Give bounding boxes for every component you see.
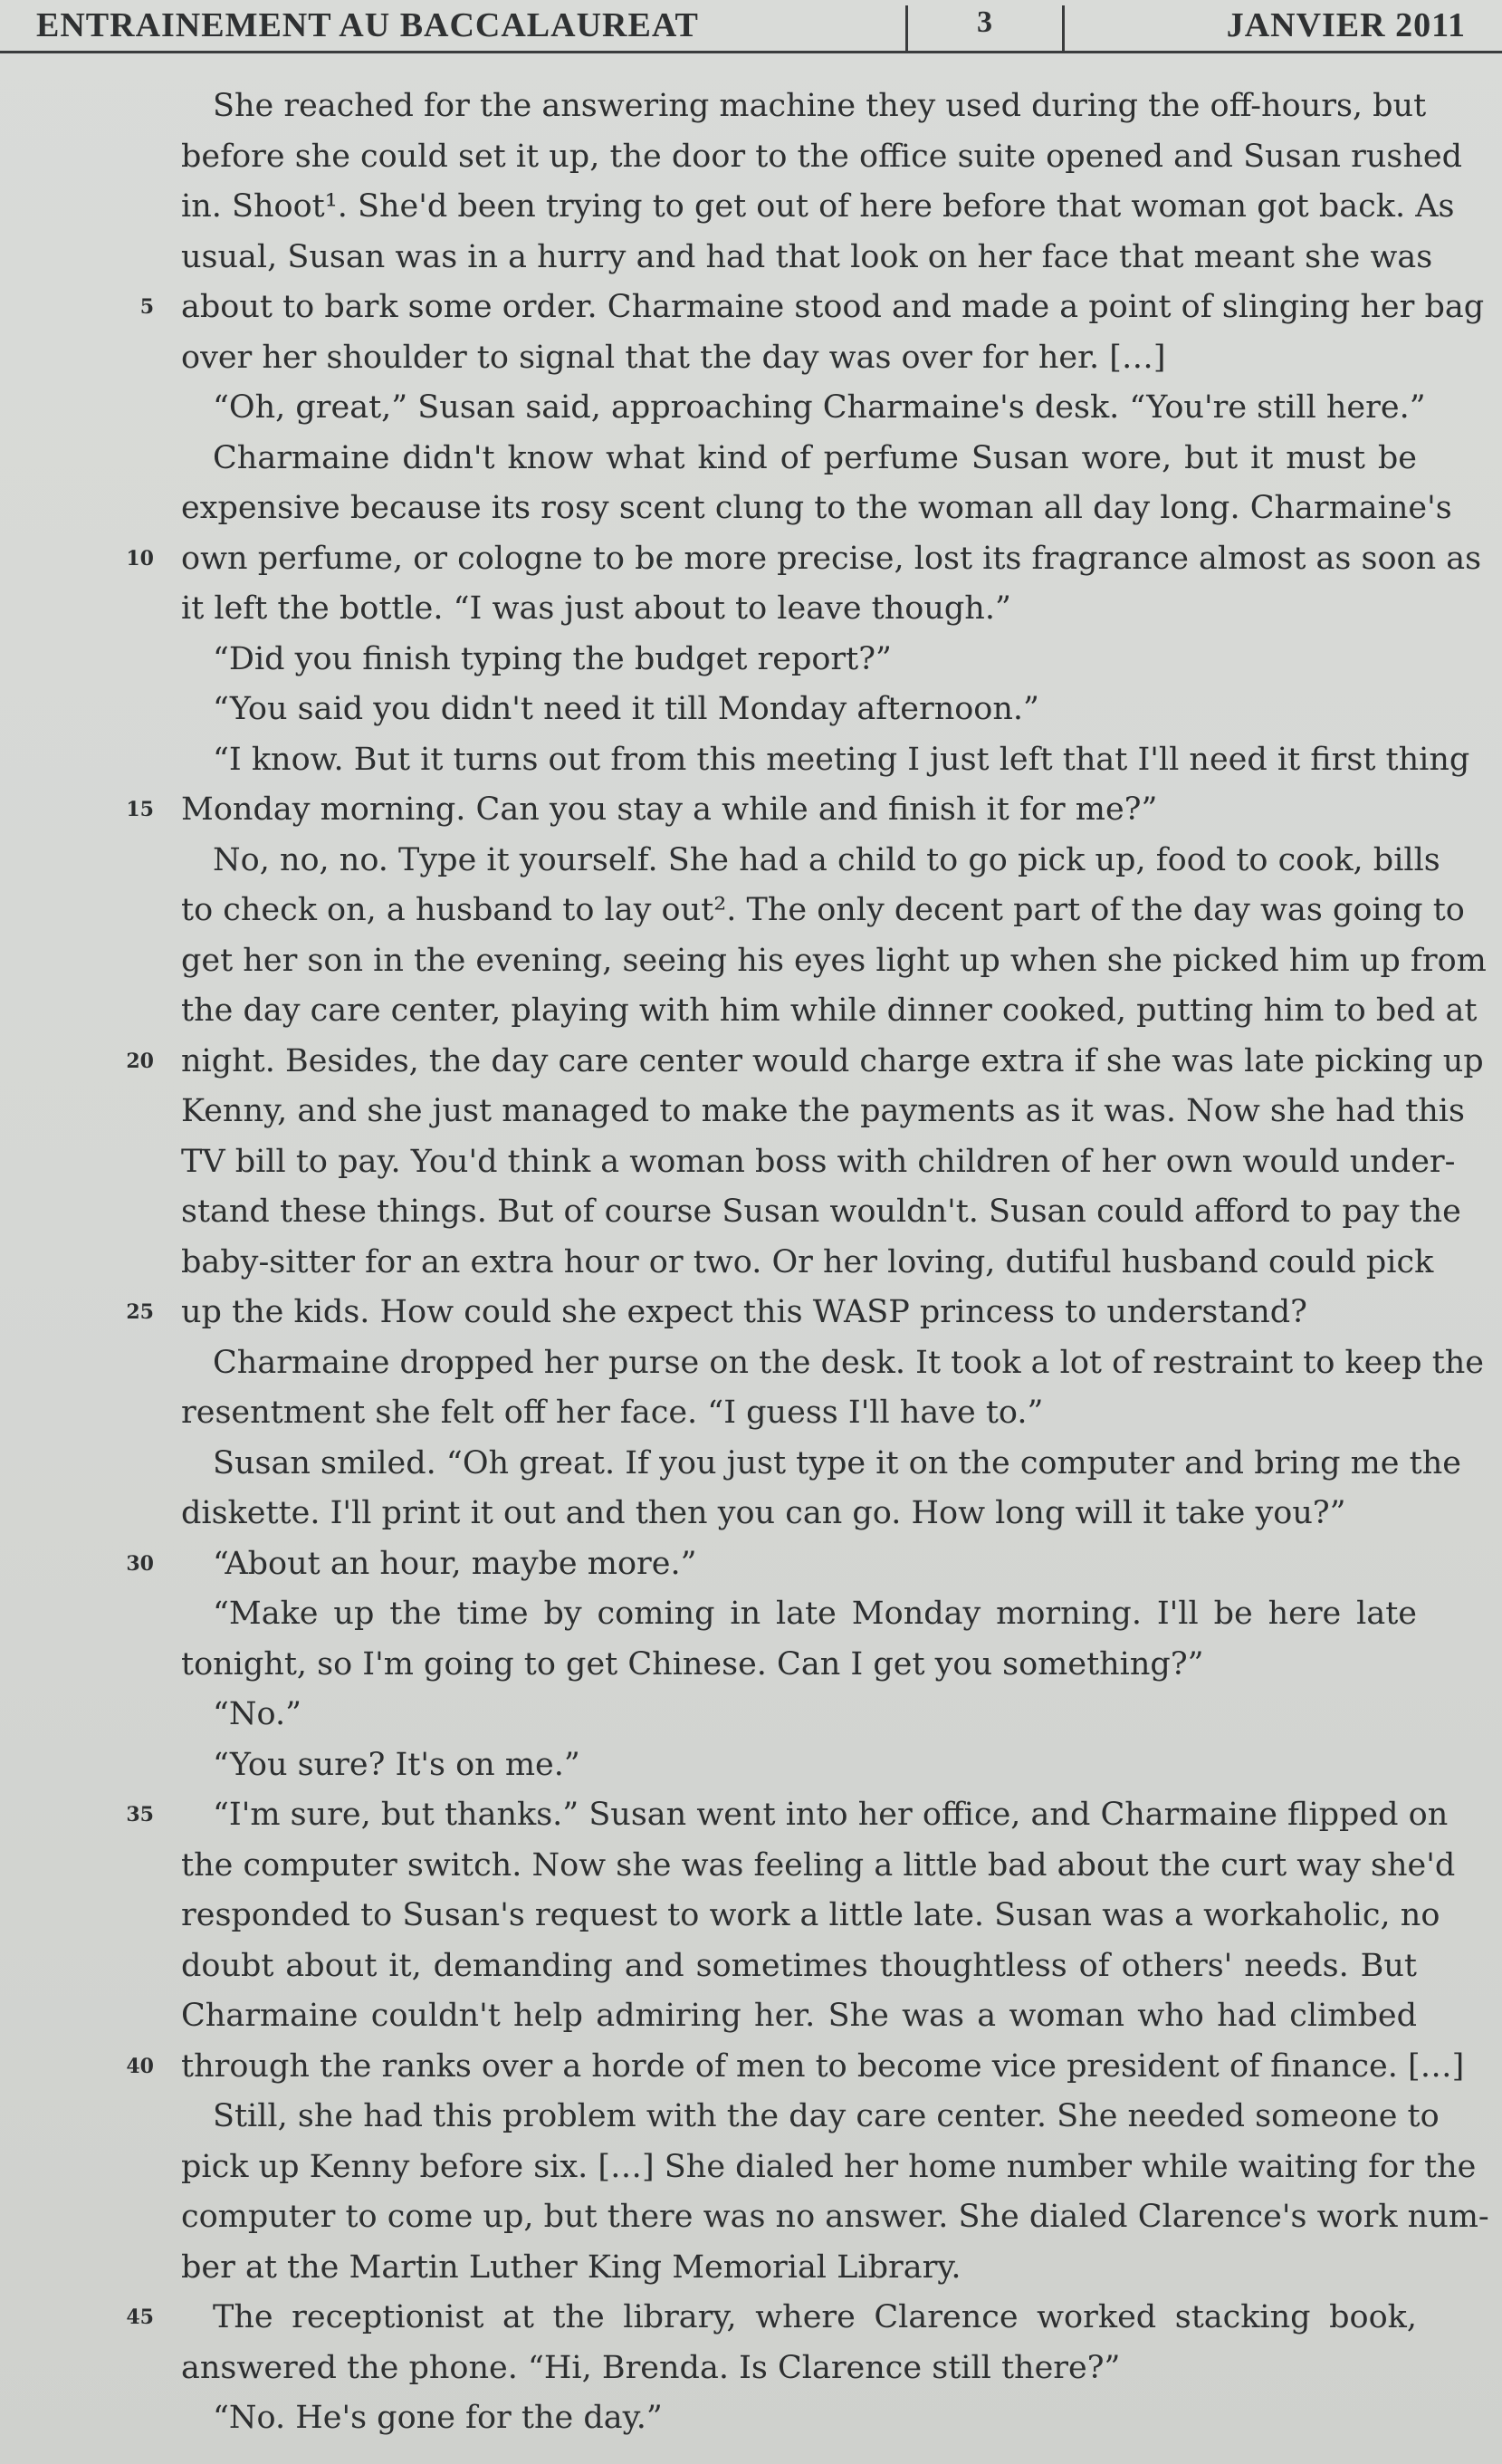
line-text: Kenny, and she just managed to make the payments as it was. Now she had this — [181, 1093, 1465, 1129]
text-line — [0, 484, 1502, 534]
line-number: 30 — [126, 1551, 154, 1576]
line-text: own perfume, or cologne to be more precise, lost its fragrance almost as soon as — [181, 540, 1482, 577]
text-line — [0, 1037, 1502, 1088]
line-text: “You said you didn't need it till Monday afternoon.” — [213, 691, 1039, 727]
text-line — [0, 1740, 1502, 1791]
text-line — [0, 1338, 1502, 1389]
line-text: “About an hour, maybe more.” — [213, 1545, 697, 1582]
line-text: doubt about it, demanding and sometimes thoughtless of others' needs. But — [181, 1947, 1417, 1984]
line-text: resentment she felt off her face. “I guess I'll have to.” — [181, 1395, 1044, 1431]
line-text: Still, she had this problem with the day care center. She needed someone to — [213, 2098, 1440, 2134]
line-text: “No.” — [213, 1696, 301, 1732]
text-line — [0, 333, 1502, 384]
text-line — [0, 1640, 1502, 1691]
line-text: No, no, no. Type it yourself. She had a child to go pick up, food to cook, bills — [213, 841, 1440, 878]
line-text: ber at the Martin Luther King Memorial Library. — [181, 2248, 961, 2286]
header-page-number: 3 — [905, 5, 1065, 51]
text-line — [0, 1891, 1502, 1941]
line-text: The receptionist at the library, where Clarence worked stacking book, — [213, 2299, 1417, 2335]
line-text: baby-sitter for an extra hour or two. Or her loving, dutiful husband could pick — [181, 1243, 1434, 1280]
page-header — [0, 0, 1502, 53]
text-line — [0, 635, 1502, 686]
line-number: 20 — [126, 1049, 154, 1073]
line-text: expensive because its rosy scent clung to the woman all day long. Charmaine's — [181, 490, 1452, 526]
text-line — [0, 584, 1502, 635]
text-line — [0, 2393, 1502, 2444]
line-text: about to bark some order. Charmaine stood and made a point of slinging her bag — [181, 289, 1485, 325]
line-text: to check on, a husband to lay out². The only decent part of the day was going to — [181, 892, 1465, 928]
text-line — [0, 1790, 1502, 1841]
line-text: get her son in the evening, seeing his eyes light up when she picked him up from — [181, 942, 1487, 979]
text-line — [0, 2344, 1502, 2394]
text-line — [0, 2243, 1502, 2294]
line-text: up the kids. How could she expect this WASP princess to understand? — [181, 1294, 1307, 1330]
line-text: Charmaine dropped her purse on the desk. It took a lot of restraint to keep the — [213, 1344, 1485, 1381]
text-line — [0, 1137, 1502, 1188]
text-line — [0, 434, 1502, 484]
line-text: Monday morning. Can you stay a while and finish it for me?” — [181, 791, 1158, 828]
text-line — [0, 1589, 1502, 1640]
text-line — [0, 986, 1502, 1037]
line-text: “You sure? It's on me.” — [213, 1746, 580, 1783]
text-line — [0, 1539, 1502, 1590]
story-text — [0, 81, 1502, 2444]
line-text: over her shoulder to signal that the day was over for her. […] — [181, 339, 1166, 376]
line-number: 25 — [126, 1300, 154, 1324]
line-text: before she could set it up, the door to the office suite opened and Susan rushed — [181, 138, 1462, 175]
text-line — [0, 685, 1502, 735]
line-text: it left the bottle. “I was just about to leave though.” — [181, 590, 1011, 627]
line-text: the computer switch. Now she was feeling a little bad about the curt way she'd — [181, 1846, 1456, 1884]
line-text: “Oh, great,” Susan said, approaching Charmaine's desk. “You're still here.” — [213, 389, 1426, 426]
text-line — [0, 2293, 1502, 2344]
line-text: Charmaine couldn't help admiring her. She was a woman who had climbed — [181, 1998, 1417, 2034]
text-line — [0, 283, 1502, 333]
line-number: 40 — [126, 2054, 154, 2078]
line-text: night. Besides, the day care center would charge extra if she was late picking up — [181, 1042, 1484, 1079]
line-text: in. Shoot¹. She'd been trying to get out of here before that woman got back. As — [181, 188, 1455, 225]
line-text: She reached for the answering machine they used during the off-hours, but — [213, 88, 1427, 124]
text-line — [0, 1288, 1502, 1338]
line-text: Susan smiled. “Oh great. If you just type it on the computer and bring me the — [213, 1444, 1461, 1481]
text-line — [0, 785, 1502, 836]
line-text: “Did you finish typing the budget report?” — [213, 640, 892, 677]
line-text: Charmaine didn't know what kind of perfume Susan wore, but it must be — [213, 439, 1417, 476]
text-line — [0, 2042, 1502, 2093]
text-line — [0, 1941, 1502, 1992]
header-date: JANVIER 2011 — [1226, 6, 1466, 44]
line-text: tonight, so I'm going to get Chinese. Can I get you something?” — [181, 1645, 1204, 1683]
text-line — [0, 1238, 1502, 1289]
text-line — [0, 735, 1502, 786]
line-text: usual, Susan was in a hurry and had that look on her face that meant she was — [181, 238, 1433, 275]
text-line — [0, 1489, 1502, 1539]
header-title: ENTRAINEMENT AU BACCALAUREAT — [36, 6, 699, 44]
line-text: “No. He's gone for the day.” — [213, 2400, 663, 2436]
text-line — [0, 2192, 1502, 2243]
line-text: computer to come up, but there was no answer. She dialed Clarence's work num- — [181, 2199, 1489, 2235]
line-number: 45 — [126, 2306, 154, 2329]
text-line — [0, 182, 1502, 233]
text-line — [0, 1991, 1502, 2042]
text-line — [0, 1388, 1502, 1439]
line-text: responded to Susan's request to work a little late. Susan was a workaholic, no — [181, 1897, 1440, 1933]
text-line — [0, 886, 1502, 936]
text-line — [0, 1087, 1502, 1137]
text-line — [0, 81, 1502, 132]
text-line — [0, 1690, 1502, 1740]
text-line — [0, 1187, 1502, 1238]
text-line — [0, 1841, 1502, 1892]
text-line — [0, 1439, 1502, 1490]
text-line — [0, 2092, 1502, 2143]
line-number: 10 — [126, 546, 154, 570]
line-number: 5 — [139, 295, 154, 319]
line-number: 15 — [126, 798, 154, 821]
line-text: diskette. I'll print it out and then you can go. How long will it take you?” — [181, 1495, 1346, 1531]
text-line — [0, 936, 1502, 987]
line-text: pick up Kenny before six. […] She dialed her home number while waiting for the — [181, 2148, 1477, 2185]
text-line — [0, 2143, 1502, 2193]
line-text: answered the phone. “Hi, Brenda. Is Clarence still there?” — [181, 2349, 1121, 2386]
line-text: the day care center, playing with him while dinner cooked, putting him to bed at — [181, 992, 1478, 1029]
line-number: 35 — [126, 1803, 154, 1826]
line-text: “Make up the time by coming in late Monday morning. I'll be here late — [213, 1596, 1417, 1632]
line-text: through the ranks over a horde of men to become vice president of finance. […] — [181, 2047, 1465, 2085]
line-text: “I'm sure, but thanks.” Susan went into her office, and Charmaine flipped on — [213, 1797, 1449, 1833]
text-line — [0, 534, 1502, 585]
text-line — [0, 383, 1502, 434]
line-text: stand these things. But of course Susan wouldn't. Susan could afford to pay the — [181, 1194, 1461, 1230]
text-line — [0, 132, 1502, 183]
line-text: TV bill to pay. You'd think a woman boss with children of her own would under- — [181, 1143, 1456, 1180]
line-text: “I know. But it turns out from this meeting I just left that I'll need it first thing — [213, 741, 1470, 778]
text-line — [0, 836, 1502, 887]
text-line — [0, 233, 1502, 283]
